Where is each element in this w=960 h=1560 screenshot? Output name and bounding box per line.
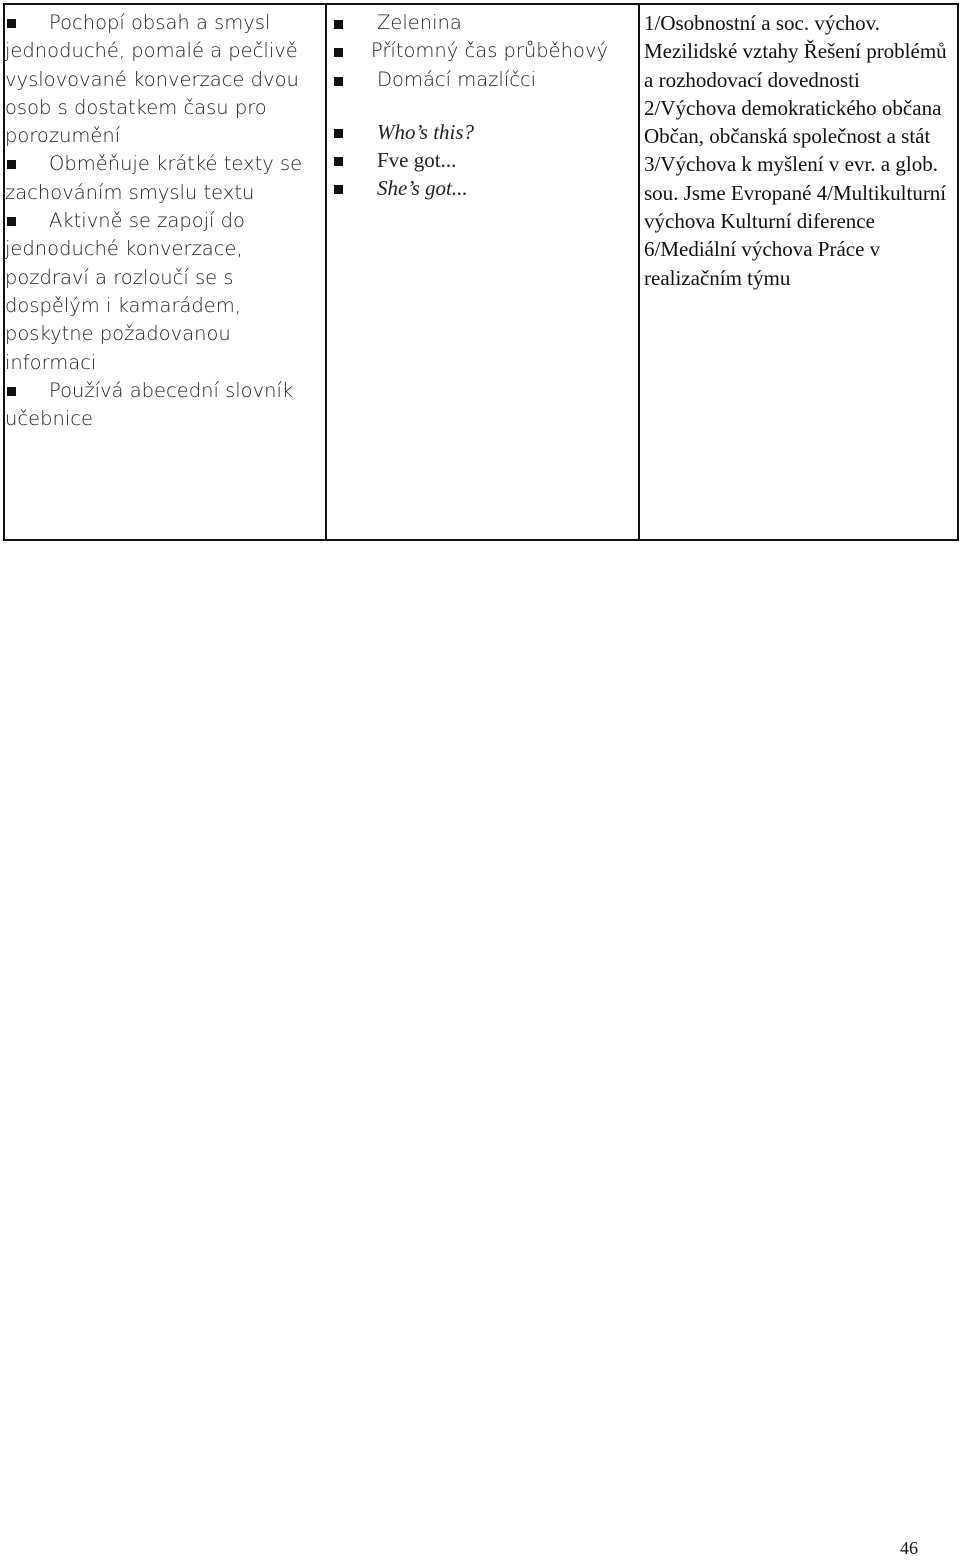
outcome-item: Aktivně se zapojí do jednoduché konverzace, pozdraví a rozloučí se s dospělým i kamarádem, poskytne požadovanou informaci — [5, 207, 317, 377]
outcome-item: Pochopí obsah a smysl jednoduché, pomalé a pečlivě vyslovované konverzace dvou osob s dostatkem času pro porozumění — [5, 9, 317, 150]
outcome-item: Obměňuje krátké texty se zachováním smyslu textu — [5, 150, 317, 207]
topic-item: Domácí mazlíčci — [327, 66, 638, 94]
page-number: 46 — [900, 1538, 918, 1558]
topic-item: Who’s this? — [327, 118, 638, 146]
table-row — [4, 4, 958, 540]
topic-item: She’s got... — [327, 174, 638, 202]
themes-text: 1/Osobnostní a soc. výchov. Mezilidské vztahy Řešení problémů a rozhodovací dovednosti 2/Výchova demokratického občana Občan, občanská společnost a stát 3/Výchova k myšlení v evr. a glob. sou. Jsme Evropané 4/Multikulturní výchova Kulturní diference 6/Mediální výchova Práce v realizačním týmu — [644, 11, 947, 290]
curriculum-table — [3, 3, 959, 541]
expected-outcomes-cell — [4, 4, 326, 540]
curriculum-topics-cell — [326, 4, 639, 540]
topic-item: Přítomný čas průběhový — [327, 37, 638, 65]
topic-item: Fve got... — [327, 146, 638, 174]
cross-curricular-themes-cell — [639, 4, 958, 540]
topic-item: Zelenina — [327, 9, 638, 37]
outcome-item: Používá abecední slovník učebnice — [5, 377, 317, 434]
